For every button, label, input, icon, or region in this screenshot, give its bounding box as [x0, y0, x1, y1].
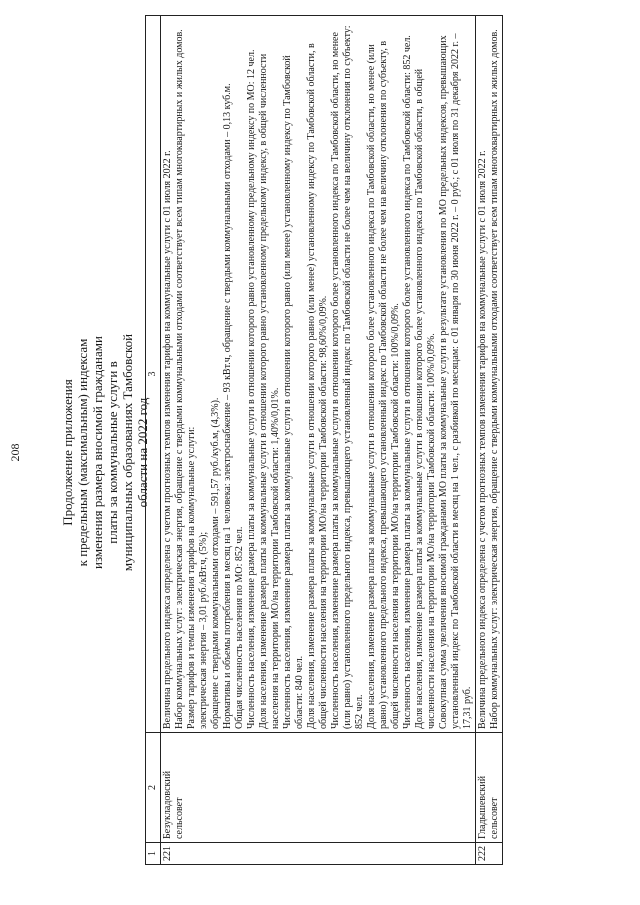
heading-line: области на 2022 год	[135, 397, 150, 508]
heading-line: изменения размера вносимой гражданами	[90, 336, 105, 569]
row-number: 222	[476, 843, 503, 865]
column-header: 2	[146, 733, 161, 843]
description-line: Доля населения, изменение размера платы за коммунальные услуги в отношении которого более установленного индекса по Тамбовской области, в общей численности населения на территории МО/на территории Тамбовской области: 100%/0,09%.	[414, 68, 437, 729]
table-row	[476, 16, 503, 865]
row-number: 221	[161, 843, 476, 865]
table-header-row	[146, 16, 161, 865]
heading-line: к предельным (максимальным) индексам	[75, 338, 90, 567]
description-line: Общая численность населения по МО: 852 чел.	[234, 526, 245, 729]
description-line: Численность населения, изменение размера платы за коммунальные услуги в отношении которого равно (или менее) установленному индексу по Тамбовской области: 840 чел.	[282, 55, 305, 729]
page-number: 208	[8, 443, 22, 462]
description-line: Численность населения, изменение размера платы за коммунальные услуги в отношении которого более установленного индекса по Тамбовской области: 852 чел.	[402, 35, 413, 729]
row-description	[476, 16, 503, 733]
description-line: Доля населения, изменение размера платы за коммунальные услуги в отношении которого более установленного индекса по Тамбовской области, но менее (или равно) установленного предельного индекса, превышающего установленный индекс по Тамбовской области не более чем на величину отклонения по субъекту, в общей численности населения на территории МО/на территории Тамбовской области: 100%/0,09%.	[366, 40, 401, 729]
heading-line: Продолжение приложения	[60, 379, 75, 526]
description-line: Совокупная сумма увеличения вносимой гражданами МО платы за коммунальные услуги в результате установления по МО предельных индексов, превышающих установленный индекс по Тамбовской области в месяц на 1 чел., с разбивкой по месяцам: с 01 января по 30 июня 2022 г. – 0 руб.; с 01 июля по 31 декабря 2022 г. – 17,31 руб.	[438, 33, 473, 729]
table-row	[161, 16, 476, 865]
municipality-name: Гладышевский сельсовет	[476, 733, 503, 843]
municipality-name: Безукладовский сельсовет	[161, 733, 476, 843]
description-line: электрическая энергия – 3,01 руб./кВт.ч, (5%);	[198, 531, 209, 729]
description-line: Величина предельного индекса определена с учетом прогнозных темпов изменения тарифов на коммунальные услуги с 01 июля 2022 г.	[162, 150, 173, 729]
description-line: Набор коммунальных услуг: электрическая энергия, обращение с твердыми коммунальными отходами соответствует всем типам многоквартирных и жилых домов.	[174, 29, 185, 729]
description-line: обращение с твердыми коммунальными отходами – 591,57 руб./куб.м, (4,3%).	[210, 397, 221, 729]
index-table	[145, 15, 503, 865]
description-line: Доля населения, изменение размера платы за коммунальные услуги в отношении которого равно установленному предельному индексу, в общей численности населения на территории МО/на территории Тамбовской области: 1,40%/0,01%.	[258, 53, 281, 729]
description-line: Величина предельного индекса определена с учетом прогнозных темпов изменения тарифов на коммунальные услуги с 01 июля 2022 г.	[477, 150, 488, 729]
column-header: 3	[146, 16, 161, 733]
description-line: Нормативы и объемы потребления в месяц на 1 человека: электроснабжение – 93 кВт.ч, обращение с твердыми коммунальными отходами – 0,13 куб.м.	[222, 83, 233, 729]
column-header: 1	[146, 843, 161, 865]
description-line: Доля населения, изменение размера платы за коммунальные услуги в отношении которого равно (или менее) установленному индексу по Тамбовской области, в общей численности населения на территории МО/на территории Тамбовской области: 98,60%/0,09%.	[306, 43, 329, 729]
row-description	[161, 16, 476, 733]
appendix-heading	[60, 0, 150, 905]
description-line: Численность населения, изменение размера платы за коммунальные услуги в отношении которого равно установленному предельному индексу по МО: 12 чел.	[246, 49, 257, 729]
description-line: Размер тарифов и темпы изменения тарифов на коммунальные услуги:	[186, 426, 197, 729]
heading-line: платы за коммунальные услуги в	[105, 361, 120, 544]
description-line: Численность населения, изменение размера платы за коммунальные услуги в отношении которого более установленного индекса по Тамбовской области, но менее (или равно) установленного предельного индекса, превышающего установленный индекс по Тамбовской области не более чем на величину отклонения по субъекту: 852 чел.	[330, 25, 365, 729]
description-line: Набор коммунальных услуг: электрическая энергия, обращение с твердыми коммунальными отходами соответствует всем типам многоквартирных и жилых домов.	[489, 29, 500, 729]
heading-line: муниципальных образованиях Тамбовской	[120, 333, 135, 572]
